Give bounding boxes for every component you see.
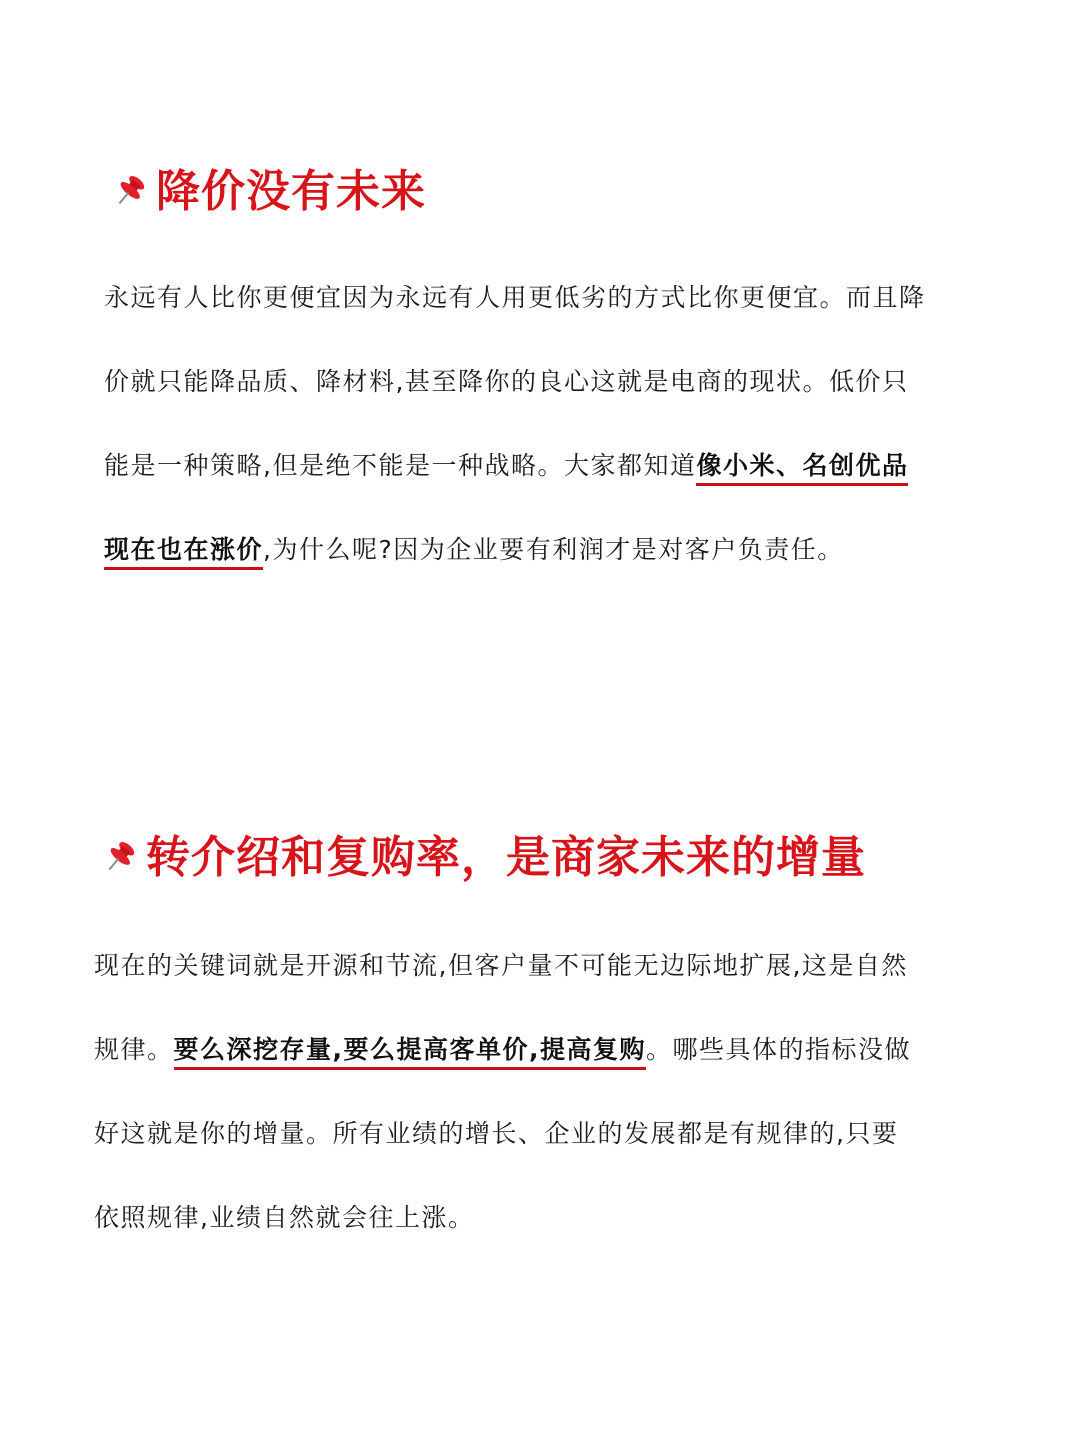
text-line [94,1176,994,1260]
highlighted-text: 要么深挖存量,要么提高客单价,提高复购 [174,1035,647,1070]
text-segment: ,为什么呢?因为企业要有利润才是对客户负责任。 [263,535,844,564]
highlighted-text: 现在也在涨价 [104,535,263,570]
section-price-cut [0,160,1080,564]
pushpin-icon [102,838,136,878]
section-heading [0,160,1080,224]
text-segment: 能是一种策略,但是绝不能是一种战略。大家都知道 [104,451,697,480]
text-line [104,340,1004,424]
text-segment: 价就只能降品质、降材料,甚至降你的良心这就是电商的现状。低价只 [104,367,909,396]
text-line [104,508,1004,592]
text-line [94,1092,994,1176]
section-heading [0,826,1080,890]
section-title: 降价没有未来 [156,166,426,217]
text-segment: 规律。 [94,1035,174,1064]
text-line [94,1008,994,1092]
text-line [104,256,1004,340]
text-line [104,424,1004,508]
text-segment: 依照规律,业绩自然就会往上涨。 [94,1203,475,1232]
text-segment: 永远有人比你更便宜因为永远有人用更低劣的方式比你更便宜。而且降 [104,283,926,312]
paragraph [94,924,994,1260]
highlighted-text: 像小米、名创优品 [696,451,908,486]
text-segment: 现在的关键词就是开源和节流,但客户量不可能无边际地扩展,这是自然 [94,951,908,980]
section-title: 转介绍和复购率，是商家未来的增量 [146,832,866,883]
paragraph [104,256,1004,592]
text-segment: 。哪些具体的指标没做 [646,1035,912,1064]
pushpin-icon [112,172,146,212]
text-line [94,924,994,1008]
section-referral-repurchase [0,826,1080,1232]
text-segment: 好这就是你的增量。所有业绩的增长、企业的发展都是有规律的,只要 [94,1119,899,1148]
